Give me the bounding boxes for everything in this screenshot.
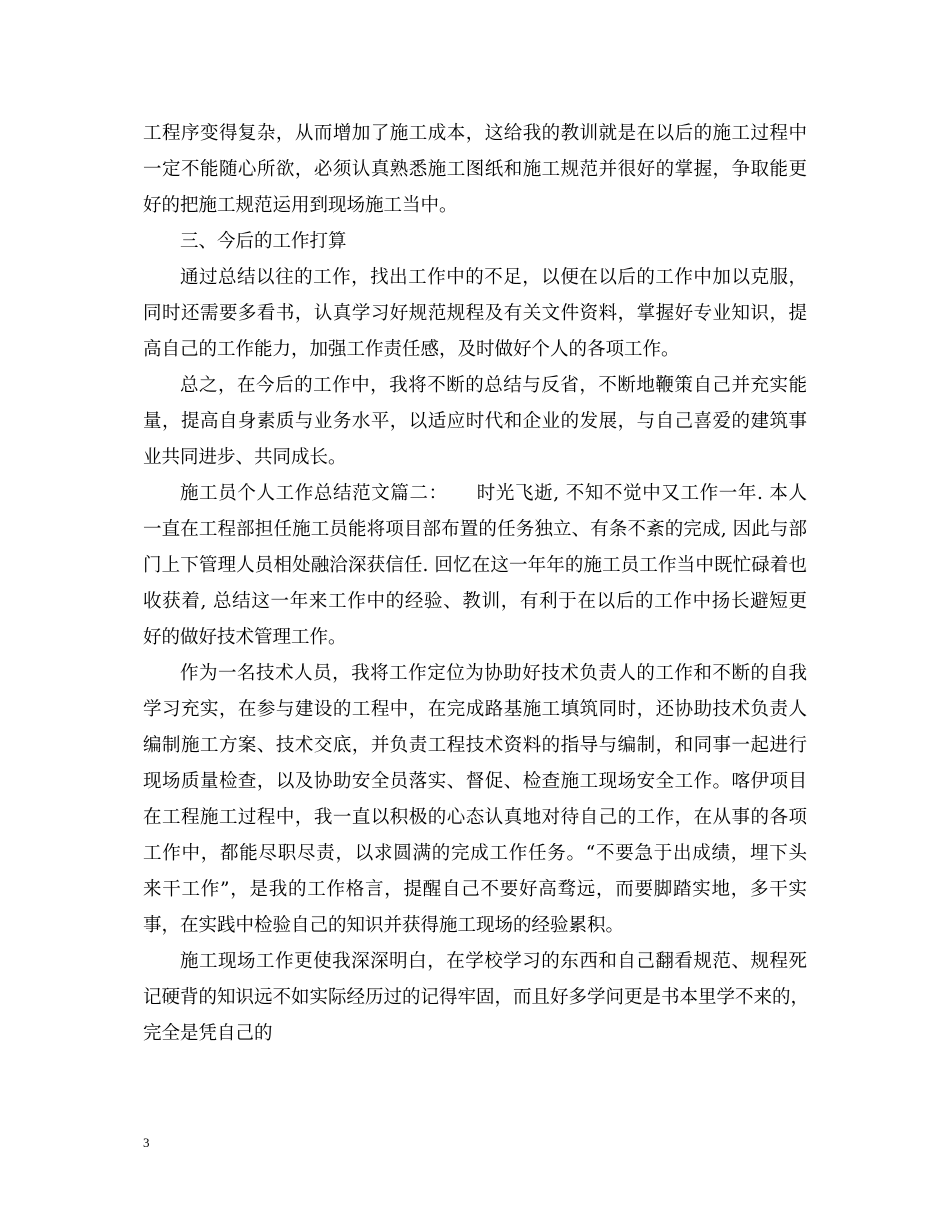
text-line: 在工程施工过程中，我一直以积极的心态认真地对待自己的工作，在从事的各项 (143, 807, 807, 828)
body-text (143, 116, 810, 1052)
text-line: 总之，在今后的工作中，我将不断的总结与反省，不断地鞭策自己并充实能 (180, 375, 807, 396)
text-line: 好的把施工规范运用到现场施工当中。 (143, 195, 458, 216)
text-line: 好的做好技术管理工作。 (143, 627, 347, 648)
text-line: 完全是凭自己的 (143, 1023, 273, 1044)
text-line: 学习充实，在参与建设的工程中，在完成路基施工填筑同时，还协助技术负责人 (143, 699, 807, 720)
text-line: 现场质量检查，以及协助安全员落实、督促、检查施工现场安全工作。喀伊项目 (143, 771, 807, 792)
text-line: 同时还需要多看书，认真学习好规范规程及有关文件资料，掌握好专业知识，提 (143, 303, 807, 324)
text-line: 施工员个人工作总结范文篇二： 时光飞逝, 不知不觉中又工作一年. 本人 (180, 483, 807, 504)
text-line: 三、今后的工作打算 (180, 231, 347, 252)
text-line: 施工现场工作更使我深深明白，在学校学习的东西和自己翻看规范、规程死 (180, 951, 807, 972)
text-line: 收获着, 总结这一年来工作中的经验、教训，有利于在以后的工作中扬长避短更 (143, 591, 807, 612)
text-line: 一直在工程部担任施工员能将项目部布置的任务独立、有条不紊的完成, 因此与部 (143, 519, 807, 540)
text-line: 事，在实践中检验自己的知识并获得施工现场的经验累积。 (143, 915, 625, 936)
text-line: 一定不能随心所欲，必须认真熟悉施工图纸和施工规范并很好的掌握，争取能更 (143, 159, 807, 180)
text-line: 记硬背的知识远不如实际经历过的记得牢固，而且好多学问更是书本里学不来的， (143, 987, 810, 1008)
text-line: 工作中，都能尽职尽责，以求圆满的完成工作任务。“不要急于出成绩，埋下头 (143, 843, 807, 864)
text-line: 高自己的工作能力，加强工作责任感，及时做好个人的各项工作。 (143, 339, 680, 360)
page-number: 3 (143, 1135, 150, 1150)
text-line: 作为一名技术人员，我将工作定位为协助好技术负责人的工作和不断的自我 (180, 663, 807, 684)
text-line: 量，提高自身素质与业务水平，以适应时代和企业的发展，与自己喜爱的建筑事 (143, 411, 807, 432)
text-line: 门上下管理人员相处融洽深获信任. 回忆在这一年年的施工员工作当中既忙碌着也 (143, 555, 807, 576)
text-line: 通过总结以往的工作，找出工作中的不足，以便在以后的工作中加以克服， (180, 267, 807, 288)
text-line: 来干工作”，是我的工作格言，提醒自己不要好高骛远，而要脚踏实地，多干实 (143, 879, 807, 900)
text-line: 业共同进步、共同成长。 (143, 447, 347, 468)
text-line: 编制施工方案、技术交底，并负责工程技术资料的指导与编制，和同事一起进行 (143, 735, 807, 756)
text-line: 工程序变得复杂，从而增加了施工成本，这给我的教训就是在以后的施工过程中 (143, 123, 807, 144)
